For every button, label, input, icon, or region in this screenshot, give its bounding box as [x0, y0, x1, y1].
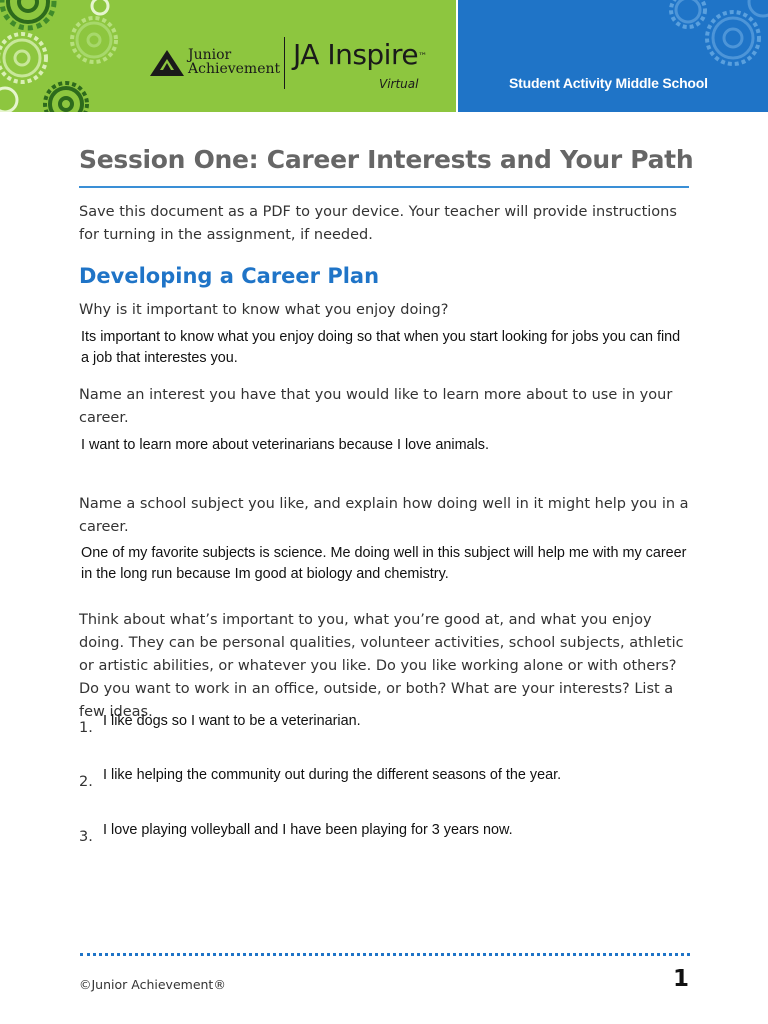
list-number: 3.: [79, 829, 93, 845]
gears-decoration-icon: [0, 0, 140, 112]
list-number: 1.: [79, 720, 93, 736]
ja-triangle-icon: [150, 50, 184, 76]
header-banner: [0, 0, 768, 112]
answer-2-field[interactable]: I want to learn more about veterinarians because I love animals.: [81, 437, 489, 453]
copyright-text: ©Junior Achievement®: [79, 977, 226, 992]
question-4: Think about what’s important to you, what you’re good at, and what you enjoy doing. They can be personal qualities, volunteer activities, school subjects, athletic or artistic abilities, or whatever you like. Do you like working alone or with others? Do you want to work in an office, outside, or both? What are your interests? List a few ideas.: [79, 612, 684, 720]
ja-inspire-logo: JA Inspire™ Virtual: [293, 38, 427, 91]
title-divider: [79, 186, 689, 188]
footer-dotted-divider: [80, 953, 690, 960]
answer-1-field[interactable]: Its important to know what you enjoy doing so that when you start looking for jobs you can find a job that interestes you.: [81, 329, 681, 366]
gears-decoration-icon: [658, 0, 768, 80]
ja-wordmark: Junior Achievement: [188, 47, 281, 77]
page-number: 1: [673, 966, 690, 992]
section-heading: Developing a Career Plan: [79, 264, 380, 288]
junior-achievement-logo: [150, 46, 281, 80]
header-blue-panel: [458, 0, 768, 112]
question-1: Why is it important to know what you enjoy doing?: [79, 302, 449, 318]
page-title: Session One: Career Interests and Your Path: [79, 145, 694, 174]
list-number: 2.: [79, 774, 93, 790]
header-title: Student Activity Middle School: [509, 75, 708, 91]
question-2: Name an interest you have that you would like to learn more about to use in your career.: [79, 387, 673, 426]
answer-3-field[interactable]: One of my favorite subjects is science. Me doing well in this subject will help me with my career in the long run because Im good at biology and chemistry.: [81, 545, 687, 582]
question-3: Name a school subject you like, and explain how doing well in it might help you in a career.: [79, 496, 689, 535]
list-item-2-field[interactable]: I like helping the community out during the different seasons of the year.: [103, 767, 562, 783]
list-item-3-field[interactable]: I love playing volleyball and I have been playing for 3 years now.: [103, 822, 513, 838]
logo-separator: [284, 37, 285, 89]
intro-text: Save this document as a PDF to your device. Your teacher will provide instructions for turning in the assignment, if needed.: [79, 204, 677, 243]
list-item-1-field[interactable]: I like dogs so I want to be a veterinarian.: [103, 713, 361, 729]
